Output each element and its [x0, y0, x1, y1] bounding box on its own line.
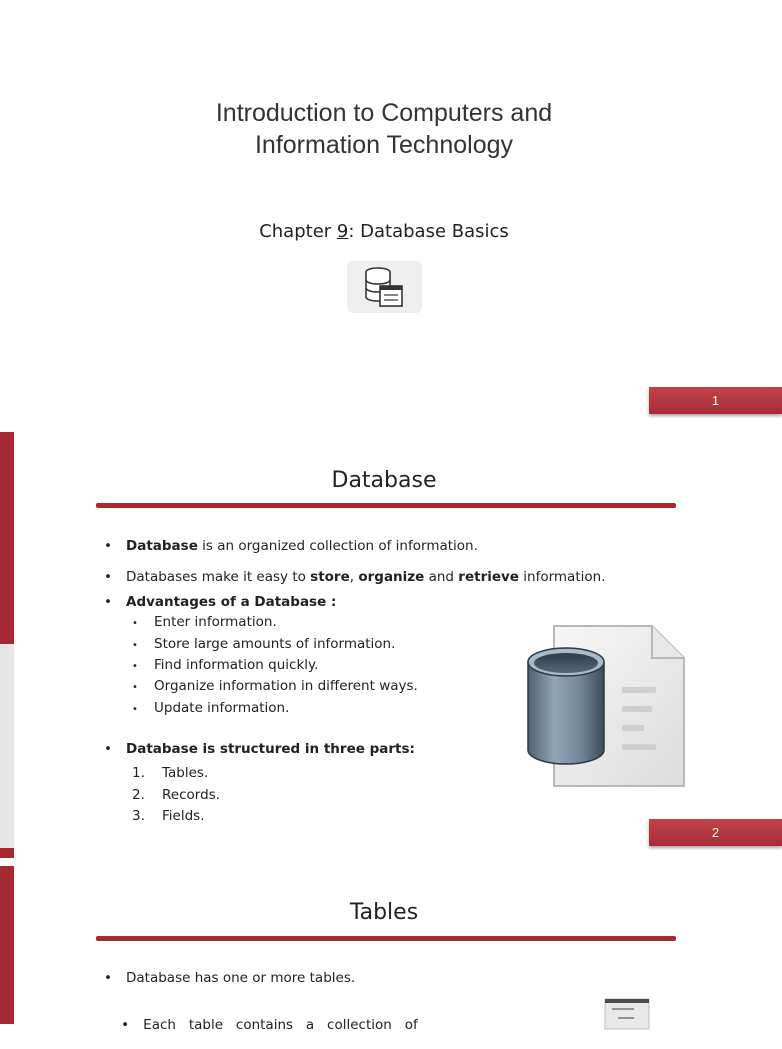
ease-end: information. [518, 569, 606, 585]
page-number-tab: 2 [649, 819, 782, 846]
bullet-table-contents: • Each table contains a collection of [121, 1017, 418, 1033]
page-number-tab: 1 [649, 387, 782, 414]
part-number: 2. [132, 787, 145, 803]
part-text: Records. [162, 787, 220, 803]
part-text: Fields. [162, 808, 205, 824]
list-item: • Enter information. [132, 614, 277, 630]
table-contents-text: Each table contains a collection of [143, 1017, 418, 1033]
list-item: • Find information quickly. [132, 657, 319, 673]
term-database: Database [126, 538, 198, 554]
structure-heading: Database is structured in three parts: [126, 741, 415, 757]
advantage-text: Store large amounts of information. [154, 636, 396, 652]
definition-text: is an organized collection of information. [197, 538, 478, 554]
list-item [132, 808, 204, 824]
advantage-text: Update information. [154, 700, 290, 716]
part-number: 1. [132, 765, 145, 781]
left-accent-strip [0, 866, 14, 1024]
slide-2 [0, 432, 768, 858]
term-store: store [310, 569, 350, 585]
list-item [132, 787, 220, 803]
bullet-tables: • Database has one or more tables. [104, 970, 356, 986]
heading-rule [96, 503, 676, 508]
database-document-icon [522, 622, 688, 792]
ease-and: and [424, 569, 459, 585]
table-window-icon [604, 998, 652, 1024]
part-number: 3. [132, 808, 145, 824]
part-text: Tables. [162, 765, 209, 781]
advantage-text: Enter information. [154, 614, 277, 630]
slide-3 [0, 858, 768, 1033]
ease-comma: , [349, 569, 359, 585]
chapter-title [0, 221, 768, 242]
term-organize: organize [358, 569, 425, 585]
bullet-definition: • Database is an organized collection of information. [104, 538, 478, 554]
advantage-text: Find information quickly. [154, 657, 319, 673]
chapter-suffix: : Database Basics [348, 221, 509, 242]
left-gray-strip [0, 644, 14, 848]
heading-rule [96, 936, 676, 941]
list-item: • Organize information in different ways. [132, 678, 418, 694]
bullet-ease: • Databases make it easy to store, organize and retrieve information. [104, 569, 606, 585]
list-item [132, 765, 208, 781]
slide-heading: Tables [349, 900, 419, 925]
advantages-heading: Advantages of a Database : [126, 594, 337, 610]
presentation-title [0, 97, 768, 161]
list-item: • Update information. [132, 700, 290, 716]
title-line-2: Information Technology [254, 131, 514, 159]
database-icon [347, 261, 422, 313]
bullet-structure: • Database is structured in three parts: [104, 741, 415, 757]
left-accent-strip-bottom [0, 848, 14, 858]
list-item: • Store large amounts of information. [132, 636, 396, 652]
chapter-prefix: Chapter [259, 221, 337, 242]
chapter-number: 9 [336, 221, 349, 242]
title-line-1: Introduction to Computers and [215, 99, 553, 127]
bullet-advantages: • Advantages of a Database : [104, 594, 337, 610]
advantage-text: Organize information in different ways. [154, 678, 418, 694]
term-retrieve: retrieve [458, 569, 519, 585]
tables-text: Database has one or more tables. [126, 970, 356, 986]
slide-1 [0, 0, 768, 432]
ease-text-a: Databases make it easy to [126, 569, 311, 585]
slide-heading: Database [331, 468, 437, 493]
left-accent-strip [0, 432, 14, 644]
